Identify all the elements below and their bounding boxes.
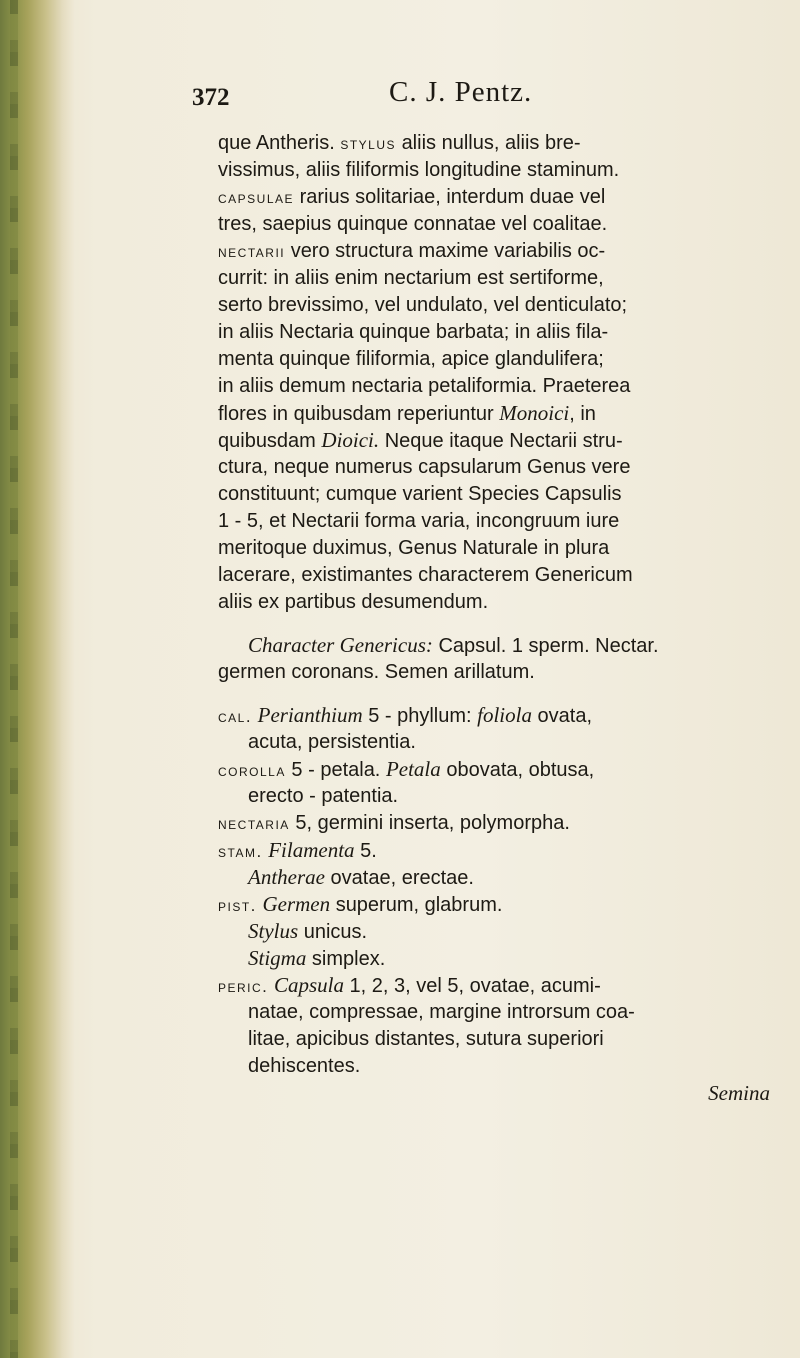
character-line: germen coronans. Semen arillatum. xyxy=(218,661,535,683)
calyx-line: acuta, persistentia. xyxy=(248,731,416,753)
stigma-line: Stigma simplex. xyxy=(248,946,386,970)
text-line: meritoque duximus, Genus Naturale in plura xyxy=(218,537,610,559)
calyx-line: cal. Perianthium 5 - phyllum: foliola ovata, xyxy=(218,703,593,727)
main-text xyxy=(218,130,770,1107)
text-line: nectarii vero structura maxime variabilis oc- xyxy=(218,240,606,262)
paragraph-gap xyxy=(218,686,770,702)
page-number: 372 xyxy=(192,84,230,111)
stamen-line: stam. Filamenta 5. xyxy=(218,838,377,862)
pericarp-line: dehiscentes. xyxy=(248,1055,361,1077)
antherae-line: Antherae ovatae, erectae. xyxy=(248,865,474,889)
text-line: constituunt; cumque varient Species Capsulis xyxy=(218,483,622,505)
text-line: capsulae rarius solitariae, interdum duae vel xyxy=(218,186,606,208)
paragraph-gap xyxy=(218,616,770,632)
corolla-line: corolla 5 - petala. Petala obovata, obtusa, xyxy=(218,757,595,781)
text-line: flores in quibusdam reperiuntur Monoici, in xyxy=(218,401,596,425)
text-line: in aliis demum nectaria petaliformia. Praeterea xyxy=(218,375,631,397)
corolla-line: erecto - patentia. xyxy=(248,785,399,807)
nectaria-line: nectaria 5, germini inserta, polymorpha. xyxy=(218,812,570,834)
pistil-line: pist. Germen superum, glabrum. xyxy=(218,892,503,916)
text-line: vissimus, aliis filiformis longitudine staminum. xyxy=(218,159,620,181)
page-header xyxy=(192,76,752,116)
text-line: tres, saepius quinque connatae vel coalitae. xyxy=(218,213,608,235)
text-line: 1 - 5, et Nectarii forma varia, incongruum iure xyxy=(218,510,620,532)
text-line: aliis ex partibus desumendum. xyxy=(218,591,489,613)
stylus-line: Stylus unicus. xyxy=(248,919,368,943)
text-line: lacerare, existimantes characterem Genericum xyxy=(218,564,633,586)
text-line: quibusdam Dioici. Neque itaque Nectarii stru- xyxy=(218,428,623,452)
catchword: Semina xyxy=(708,1081,770,1105)
pericarp-line: natae, compressae, margine introrsum coa- xyxy=(248,1001,635,1023)
text-line: ctura, neque numerus capsularum Genus vere xyxy=(218,456,631,478)
text-line: in aliis Nectaria quinque barbata; in aliis fila- xyxy=(218,321,609,343)
pericarp-line: litae, apicibus distantes, sutura superiori xyxy=(248,1028,604,1050)
text-line: currit: in aliis enim nectarium est sertiforme, xyxy=(218,267,604,289)
text-line: serto brevissimo, vel undulato, vel denticulato; xyxy=(218,294,628,316)
pericarp-line: peric. Capsula 1, 2, 3, vel 5, ovatae, acumi- xyxy=(218,973,601,997)
text-line: que Antheris. stylus aliis nullus, aliis bre- xyxy=(218,132,581,154)
character-line: Character Genericus: Capsul. 1 sperm. Nectar. xyxy=(248,633,659,657)
running-head: C. J. Pentz. xyxy=(389,76,533,108)
text-line: menta quinque filiformia, apice glandulifera; xyxy=(218,348,604,370)
binding-edge-stain xyxy=(10,0,18,1358)
